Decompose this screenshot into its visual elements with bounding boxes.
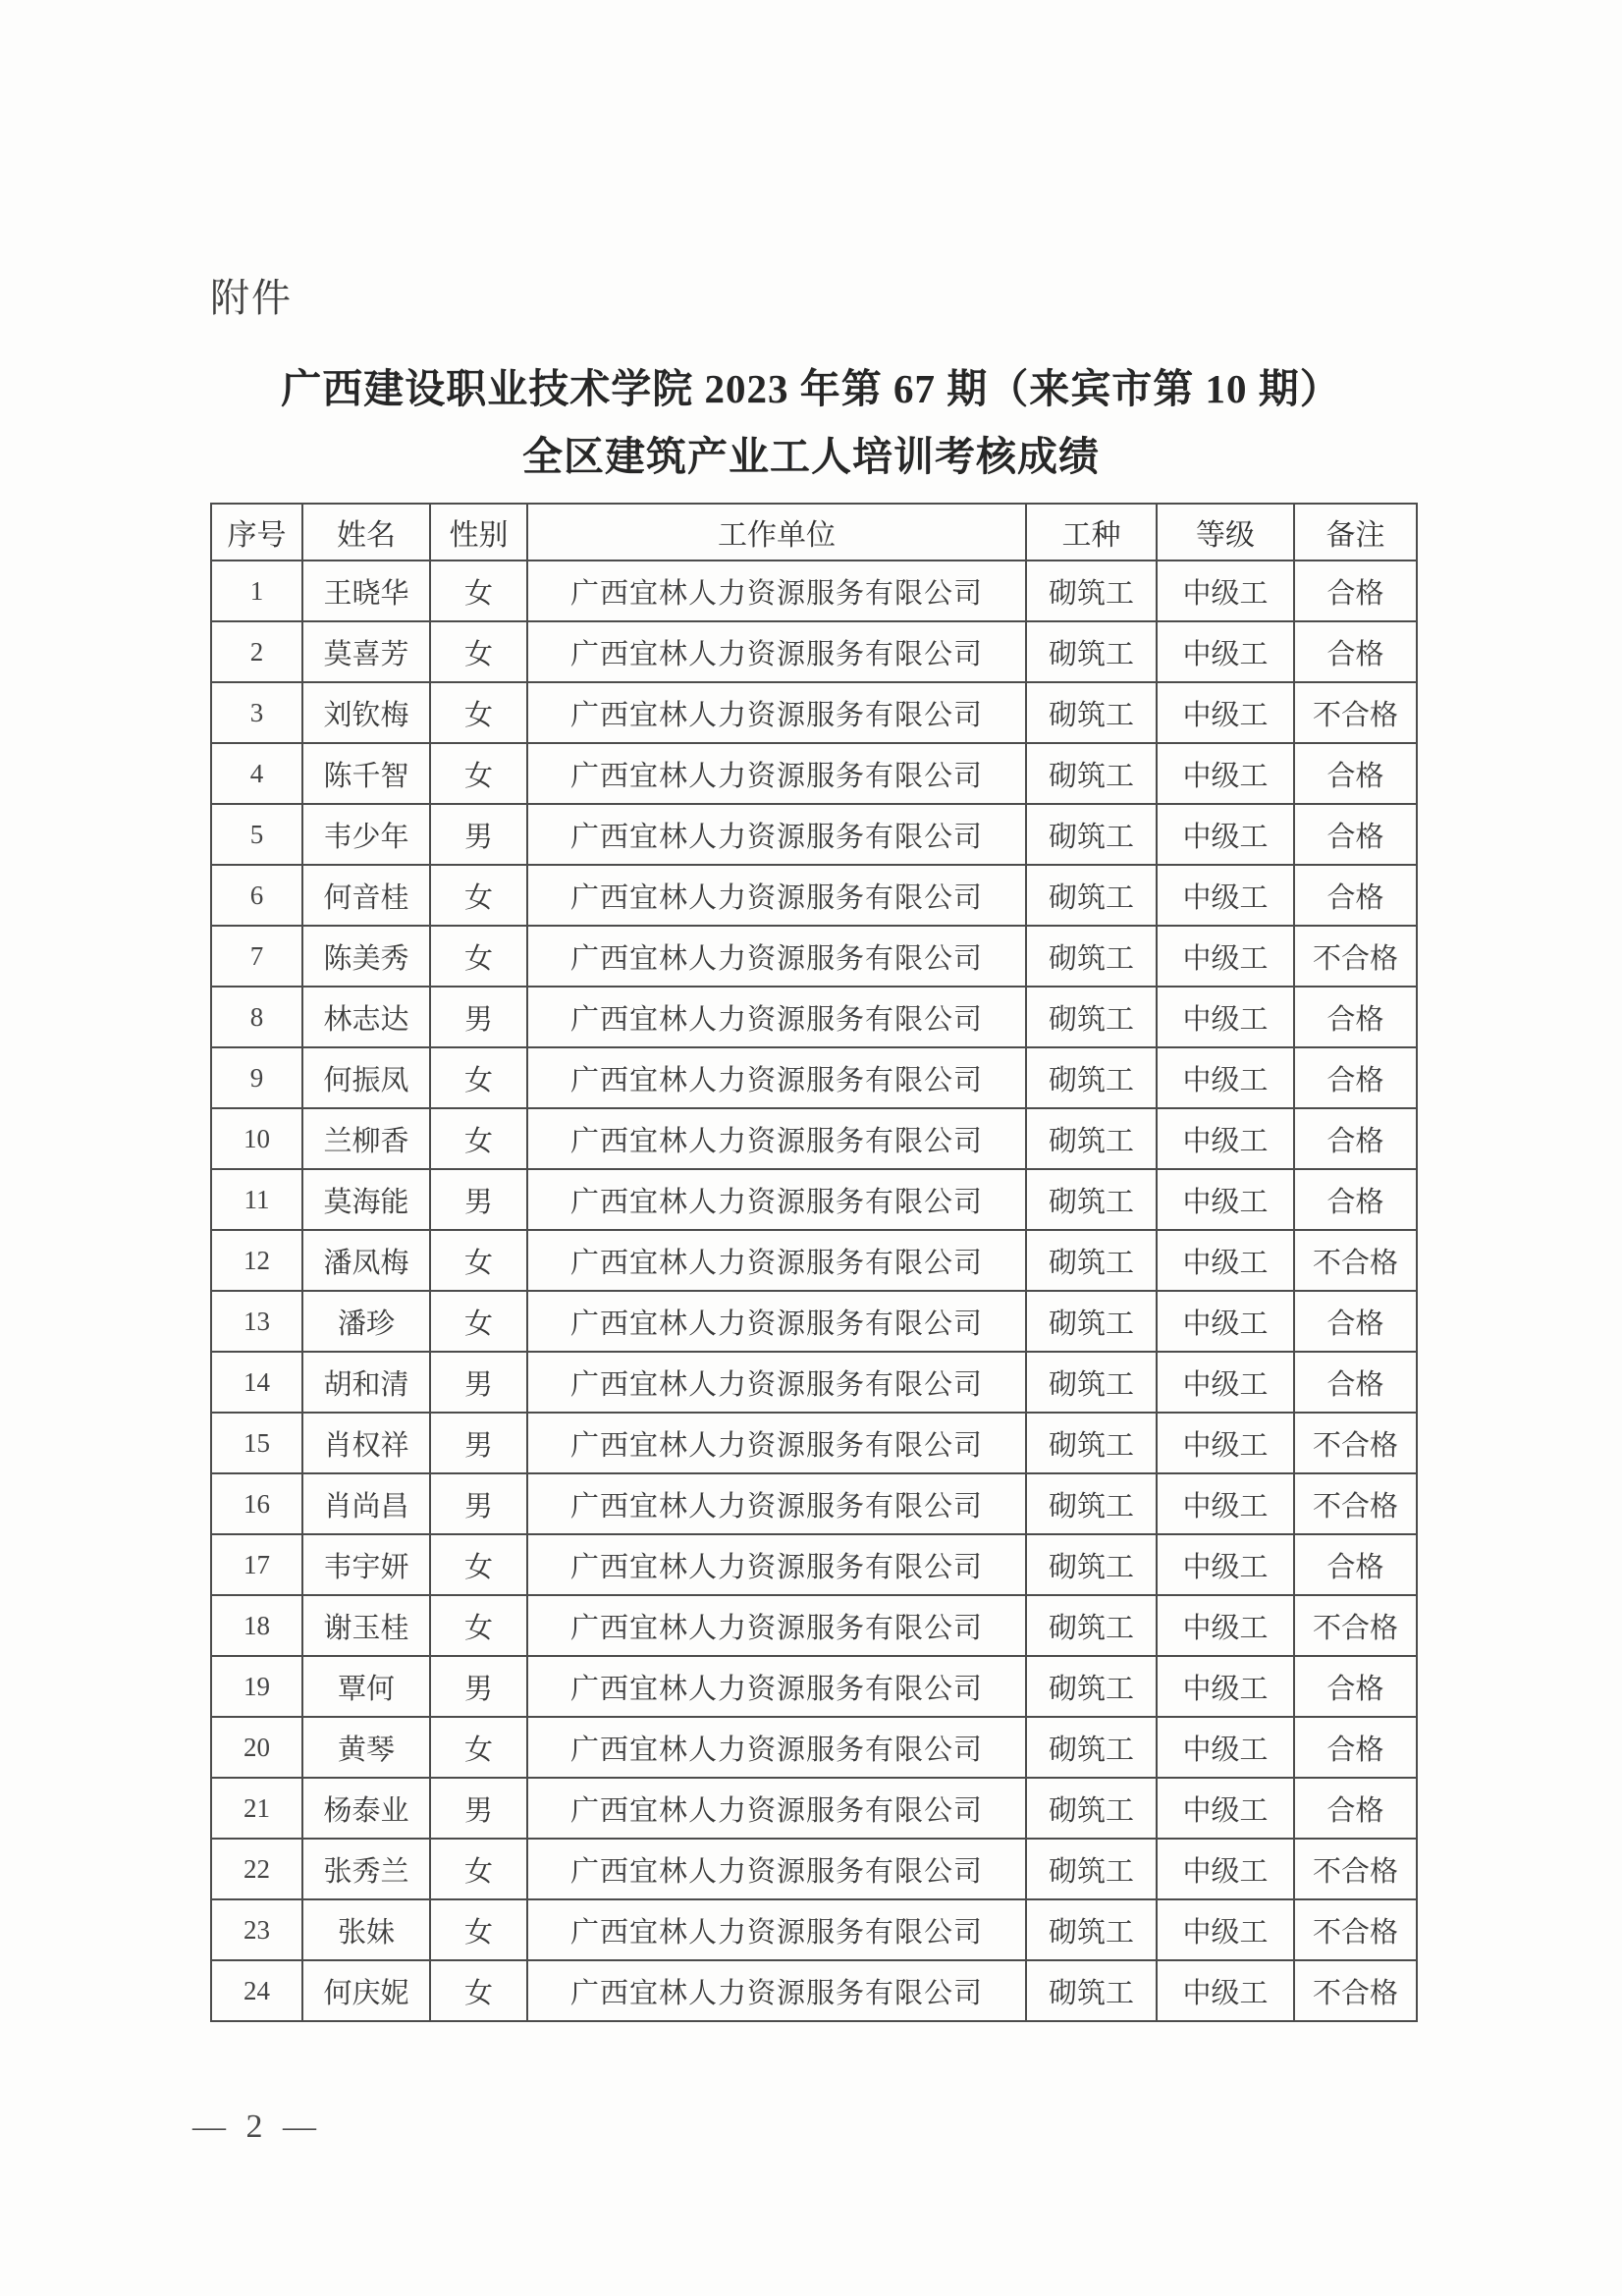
cell-gender: 男 [430,1413,527,1473]
cell-trade: 砌筑工 [1026,1108,1157,1169]
cell-remark: 不合格 [1294,1899,1417,1960]
cell-trade: 砌筑工 [1026,1656,1157,1717]
cell-remark: 不合格 [1294,926,1417,987]
cell-employer: 广西宜林人力资源服务有限公司 [527,1108,1026,1169]
table-row [211,987,1417,1047]
cell-employer: 广西宜林人力资源服务有限公司 [527,987,1026,1047]
cell-seq: 3 [211,682,302,743]
cell-name: 刘钦梅 [302,682,430,743]
cell-trade: 砌筑工 [1026,1839,1157,1899]
cell-level: 中级工 [1157,1960,1294,2021]
cell-level: 中级工 [1157,804,1294,865]
table-row [211,1108,1417,1169]
cell-seq: 12 [211,1230,302,1291]
cell-name: 林志达 [302,987,430,1047]
cell-trade: 砌筑工 [1026,1778,1157,1839]
cell-seq: 24 [211,1960,302,2021]
cell-employer: 广西宜林人力资源服务有限公司 [527,1047,1026,1108]
column-header-name: 姓名 [302,504,430,561]
cell-seq: 6 [211,865,302,926]
cell-level: 中级工 [1157,926,1294,987]
cell-name: 韦宇妍 [302,1534,430,1595]
cell-employer: 广西宜林人力资源服务有限公司 [527,1778,1026,1839]
cell-name: 胡和清 [302,1352,430,1413]
cell-gender: 女 [430,1291,527,1352]
cell-level: 中级工 [1157,1534,1294,1595]
cell-trade: 砌筑工 [1026,1413,1157,1473]
cell-trade: 砌筑工 [1026,1473,1157,1534]
table-row [211,1169,1417,1230]
cell-gender: 女 [430,682,527,743]
table-row [211,1595,1417,1656]
cell-name: 潘珍 [302,1291,430,1352]
table-row [211,1778,1417,1839]
cell-level: 中级工 [1157,1230,1294,1291]
cell-seq: 1 [211,561,302,621]
cell-employer: 广西宜林人力资源服务有限公司 [527,1413,1026,1473]
cell-gender: 女 [430,865,527,926]
cell-gender: 女 [430,621,527,682]
cell-level: 中级工 [1157,865,1294,926]
cell-trade: 砌筑工 [1026,743,1157,804]
cell-name: 何音桂 [302,865,430,926]
cell-name: 潘凤梅 [302,1230,430,1291]
cell-seq: 18 [211,1595,302,1656]
cell-trade: 砌筑工 [1026,987,1157,1047]
cell-name: 肖尚昌 [302,1473,430,1534]
cell-seq: 16 [211,1473,302,1534]
cell-seq: 11 [211,1169,302,1230]
cell-employer: 广西宜林人力资源服务有限公司 [527,1230,1026,1291]
cell-remark: 合格 [1294,1352,1417,1413]
cell-gender: 男 [430,1656,527,1717]
cell-employer: 广西宜林人力资源服务有限公司 [527,1595,1026,1656]
cell-seq: 22 [211,1839,302,1899]
cell-trade: 砌筑工 [1026,1291,1157,1352]
cell-gender: 男 [430,1352,527,1413]
cell-trade: 砌筑工 [1026,1352,1157,1413]
cell-seq: 5 [211,804,302,865]
cell-level: 中级工 [1157,1717,1294,1778]
cell-level: 中级工 [1157,621,1294,682]
cell-seq: 10 [211,1108,302,1169]
cell-name: 张妹 [302,1899,430,1960]
cell-remark: 合格 [1294,621,1417,682]
cell-trade: 砌筑工 [1026,1169,1157,1230]
cell-gender: 女 [430,1960,527,2021]
cell-trade: 砌筑工 [1026,804,1157,865]
cell-seq: 19 [211,1656,302,1717]
cell-gender: 女 [430,561,527,621]
cell-level: 中级工 [1157,1656,1294,1717]
cell-gender: 男 [430,987,527,1047]
table-row [211,865,1417,926]
cell-gender: 女 [430,926,527,987]
cell-seq: 15 [211,1413,302,1473]
table-row [211,926,1417,987]
cell-name: 张秀兰 [302,1839,430,1899]
cell-remark: 合格 [1294,1291,1417,1352]
attachment-label: 附件 [210,276,293,320]
table-row [211,1960,1417,2021]
cell-level: 中级工 [1157,1413,1294,1473]
cell-level: 中级工 [1157,1839,1294,1899]
cell-level: 中级工 [1157,1899,1294,1960]
table-row [211,1839,1417,1899]
cell-remark: 合格 [1294,1169,1417,1230]
table-row [211,621,1417,682]
cell-gender: 男 [430,1778,527,1839]
cell-employer: 广西宜林人力资源服务有限公司 [527,1169,1026,1230]
table-row [211,1352,1417,1413]
cell-gender: 男 [430,1169,527,1230]
cell-seq: 7 [211,926,302,987]
cell-seq: 23 [211,1899,302,1960]
cell-trade: 砌筑工 [1026,926,1157,987]
cell-name: 韦少年 [302,804,430,865]
cell-remark: 不合格 [1294,1230,1417,1291]
cell-name: 何庆妮 [302,1960,430,2021]
cell-gender: 男 [430,1473,527,1534]
cell-gender: 女 [430,743,527,804]
cell-level: 中级工 [1157,1047,1294,1108]
cell-remark: 不合格 [1294,1960,1417,2021]
cell-employer: 广西宜林人力资源服务有限公司 [527,804,1026,865]
table-row [211,1047,1417,1108]
cell-employer: 广西宜林人力资源服务有限公司 [527,743,1026,804]
cell-remark: 合格 [1294,1656,1417,1717]
column-header-employer: 工作单位 [527,504,1026,561]
cell-trade: 砌筑工 [1026,682,1157,743]
cell-name: 王晓华 [302,561,430,621]
cell-level: 中级工 [1157,561,1294,621]
cell-level: 中级工 [1157,1778,1294,1839]
cell-remark: 合格 [1294,987,1417,1047]
table-row [211,1291,1417,1352]
cell-employer: 广西宜林人力资源服务有限公司 [527,1960,1026,2021]
cell-remark: 不合格 [1294,1595,1417,1656]
cell-remark: 合格 [1294,804,1417,865]
cell-name: 陈美秀 [302,926,430,987]
cell-seq: 13 [211,1291,302,1352]
cell-gender: 女 [430,1047,527,1108]
cell-gender: 女 [430,1230,527,1291]
page-number: — 2 — [192,2109,322,2145]
column-header-seq: 序号 [211,504,302,561]
cell-employer: 广西宜林人力资源服务有限公司 [527,1473,1026,1534]
cell-employer: 广西宜林人力资源服务有限公司 [527,1717,1026,1778]
cell-level: 中级工 [1157,1291,1294,1352]
document-title-line2: 全区建筑产业工人培训考核成绩 [522,434,1100,479]
cell-trade: 砌筑工 [1026,621,1157,682]
table-row [211,1413,1417,1473]
cell-level: 中级工 [1157,743,1294,804]
cell-seq: 20 [211,1717,302,1778]
cell-remark: 合格 [1294,1717,1417,1778]
cell-name: 陈千智 [302,743,430,804]
cell-name: 兰柳香 [302,1108,430,1169]
column-header-level: 等级 [1157,504,1294,561]
table-row [211,682,1417,743]
cell-remark: 合格 [1294,1108,1417,1169]
cell-seq: 4 [211,743,302,804]
cell-trade: 砌筑工 [1026,1960,1157,2021]
cell-employer: 广西宜林人力资源服务有限公司 [527,1291,1026,1352]
cell-employer: 广西宜林人力资源服务有限公司 [527,682,1026,743]
cell-remark: 合格 [1294,561,1417,621]
cell-employer: 广西宜林人力资源服务有限公司 [527,1352,1026,1413]
cell-trade: 砌筑工 [1026,1047,1157,1108]
cell-gender: 女 [430,1717,527,1778]
table-row [211,743,1417,804]
cell-trade: 砌筑工 [1026,561,1157,621]
cell-level: 中级工 [1157,1352,1294,1413]
column-header-remark: 备注 [1294,504,1417,561]
table-row [211,804,1417,865]
document-title-line1: 广西建设职业技术学院 2023 年第 67 期（来宾市第 10 期） [281,366,1341,411]
cell-level: 中级工 [1157,1108,1294,1169]
cell-seq: 17 [211,1534,302,1595]
cell-gender: 女 [430,1839,527,1899]
cell-employer: 广西宜林人力资源服务有限公司 [527,926,1026,987]
cell-employer: 广西宜林人力资源服务有限公司 [527,1534,1026,1595]
table-row [211,1899,1417,1960]
cell-remark: 合格 [1294,1534,1417,1595]
cell-trade: 砌筑工 [1026,1230,1157,1291]
cell-gender: 女 [430,1595,527,1656]
cell-remark: 不合格 [1294,1839,1417,1899]
cell-seq: 21 [211,1778,302,1839]
table-row [211,1230,1417,1291]
cell-level: 中级工 [1157,682,1294,743]
cell-employer: 广西宜林人力资源服务有限公司 [527,561,1026,621]
cell-name: 杨泰业 [302,1778,430,1839]
cell-name: 黄琴 [302,1717,430,1778]
cell-remark: 不合格 [1294,1413,1417,1473]
table-row [211,1534,1417,1595]
table-header-row [211,504,1417,561]
cell-name: 何振凤 [302,1047,430,1108]
cell-name: 莫喜芳 [302,621,430,682]
cell-employer: 广西宜林人力资源服务有限公司 [527,1839,1026,1899]
results-table [210,503,1418,2022]
cell-name: 莫海能 [302,1169,430,1230]
cell-employer: 广西宜林人力资源服务有限公司 [527,621,1026,682]
table-row [211,1656,1417,1717]
cell-seq: 8 [211,987,302,1047]
cell-remark: 合格 [1294,865,1417,926]
cell-level: 中级工 [1157,987,1294,1047]
cell-gender: 女 [430,1534,527,1595]
cell-remark: 不合格 [1294,1473,1417,1534]
table-row [211,1473,1417,1534]
cell-seq: 9 [211,1047,302,1108]
cell-gender: 女 [430,1899,527,1960]
cell-remark: 合格 [1294,1047,1417,1108]
cell-trade: 砌筑工 [1026,1534,1157,1595]
cell-name: 覃何 [302,1656,430,1717]
cell-trade: 砌筑工 [1026,1899,1157,1960]
cell-gender: 女 [430,1108,527,1169]
cell-trade: 砌筑工 [1026,1717,1157,1778]
cell-name: 肖权祥 [302,1413,430,1473]
column-header-trade: 工种 [1026,504,1157,561]
column-header-gender: 性别 [430,504,527,561]
cell-trade: 砌筑工 [1026,1595,1157,1656]
cell-employer: 广西宜林人力资源服务有限公司 [527,1899,1026,1960]
cell-level: 中级工 [1157,1595,1294,1656]
table-row [211,1717,1417,1778]
table-row [211,561,1417,621]
cell-remark: 合格 [1294,1778,1417,1839]
cell-employer: 广西宜林人力资源服务有限公司 [527,1656,1026,1717]
cell-level: 中级工 [1157,1473,1294,1534]
cell-seq: 14 [211,1352,302,1413]
cell-remark: 合格 [1294,743,1417,804]
cell-name: 谢玉桂 [302,1595,430,1656]
cell-trade: 砌筑工 [1026,865,1157,926]
cell-seq: 2 [211,621,302,682]
cell-level: 中级工 [1157,1169,1294,1230]
cell-gender: 男 [430,804,527,865]
cell-employer: 广西宜林人力资源服务有限公司 [527,865,1026,926]
cell-remark: 不合格 [1294,682,1417,743]
